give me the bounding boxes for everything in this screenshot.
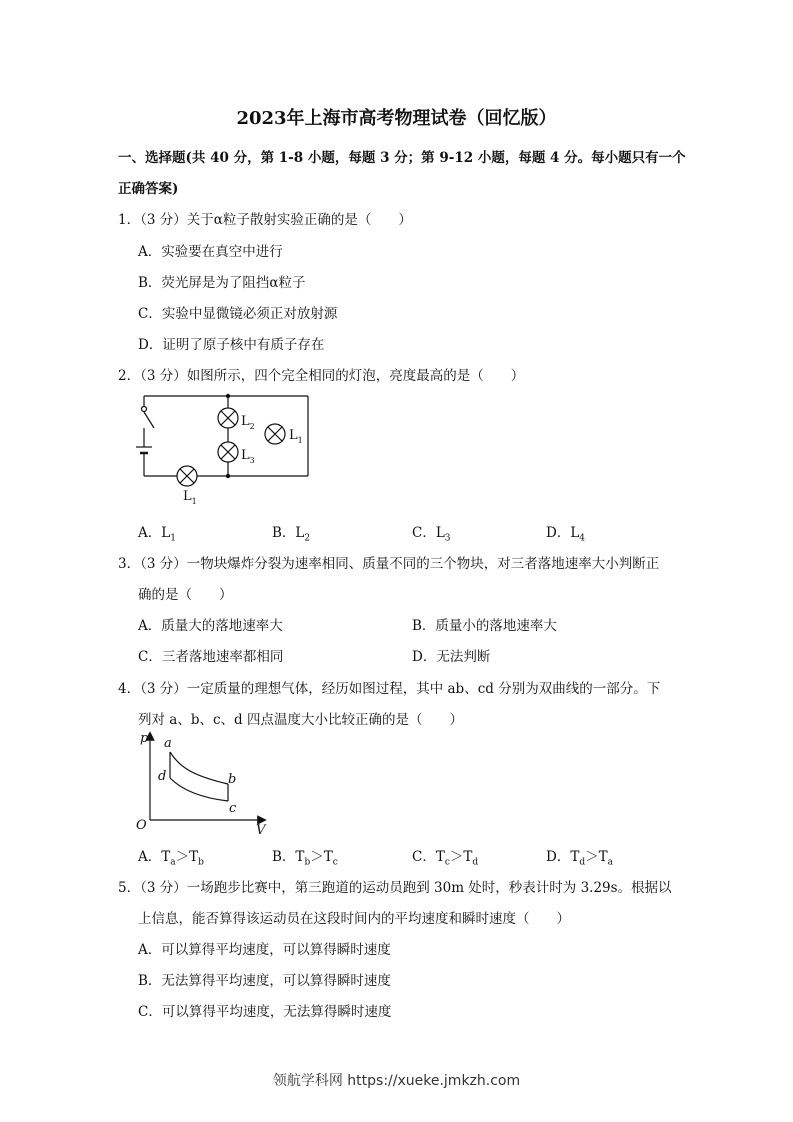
- label-l4: $L_1$: [289, 428, 303, 445]
- q2-option-a: A．$L_1$: [138, 525, 176, 544]
- q3-option-a: A．质量大的落地速率大: [138, 618, 283, 634]
- q1-option-d: D．证明了原子核中有质子存在: [138, 337, 325, 353]
- lamp-l3-icon: [218, 442, 238, 462]
- q4-option-c: C．$T_c>T_d$: [412, 849, 479, 868]
- q5-stem-line2: 上信息，能否算得该运动员在这段时间内的平均速度和瞬时速度（ ）: [138, 911, 570, 927]
- axis-v-label: V: [256, 823, 266, 836]
- point-d-label: d: [158, 769, 167, 784]
- q3-stem-line1: 3．（3 分）一物块爆炸分裂为速率相同、质量不同的三个物块，对三者落地速率大小判断正: [118, 556, 660, 572]
- q3-option-c: C．三者落地速率都相同: [138, 649, 284, 665]
- q2-option-c: C．$L_3$: [412, 525, 451, 544]
- lamp-l1-icon: [177, 466, 197, 486]
- page-title: 2023年上海市高考物理试卷（回忆版）: [236, 108, 557, 129]
- q4-option-d: D．$T_d>T_a$: [546, 849, 613, 868]
- q4-pv-diagram: [132, 728, 272, 836]
- label-l3: $L_3$: [241, 448, 255, 465]
- label-l1: $L_1$: [183, 489, 197, 506]
- lamp-l4-icon: [265, 424, 285, 444]
- q4-stem-line1: 4．（3 分）一定质量的理想气体，经历如图过程，其中 ab、cd 分别为双曲线的一部分。下: [118, 681, 661, 697]
- q2-stem: 2．（3 分）如图所示，四个完全相同的灯泡，亮度最高的是（ ）: [118, 368, 525, 384]
- q3-option-d: D．无法判断: [412, 649, 491, 665]
- lamp-l2-icon: [218, 408, 238, 428]
- origin-label: O: [136, 818, 147, 833]
- q4-option-b: B．$T_b>T_c$: [272, 849, 338, 868]
- q5-option-a: A．可以算得平均速度，可以算得瞬时速度: [138, 942, 391, 958]
- label-l2: $L_2$: [241, 414, 255, 431]
- q2-circuit-diagram: [132, 392, 322, 506]
- point-b-label: b: [228, 772, 237, 787]
- q2-option-d: D．$L_4$: [546, 525, 586, 544]
- q5-stem-line1: 5．（3 分）一场跑步比赛中，第三跑道的运动员跑到 30m 处时，秒表计时为 3.29s。根据以: [118, 880, 672, 896]
- q1-stem: 1．（3 分）关于α粒子散射实验正确的是（ ）: [118, 212, 412, 228]
- q5-option-b: B．无法算得平均速度，可以算得瞬时速度: [138, 973, 391, 989]
- q2-option-b: B．$L_2$: [272, 525, 311, 544]
- axis-p-label: p: [140, 731, 149, 746]
- q4-option-a: A．$T_a>T_b$: [138, 849, 204, 868]
- q3-option-b: B．质量小的落地速率大: [412, 618, 557, 634]
- footer-watermark: 领航学科网 https://xueke.jmkzh.com: [272, 1073, 521, 1089]
- q4-stem-line2: 列对 a、b、c、d 四点温度大小比较正确的是（ ）: [138, 712, 463, 728]
- section-heading-line2: 正确答案): [118, 181, 179, 197]
- q1-option-c: C．实验中显微镜必须正对放射源: [138, 306, 338, 322]
- point-a-label: a: [164, 736, 172, 751]
- q1-option-b: B．荧光屏是为了阻挡α粒子: [138, 275, 306, 291]
- point-c-label: c: [229, 801, 237, 816]
- q1-option-a: A．实验要在真空中进行: [138, 244, 283, 260]
- section-heading-line1: 一、选择题(共 40 分，第 1-8 小题，每题 3 分；第 9-12 小题，每题 4 分。每小题只有一个: [118, 150, 686, 166]
- q3-stem-line2: 确的是（ ）: [138, 587, 233, 603]
- q5-option-c: C．可以算得平均速度，无法算得瞬时速度: [138, 1004, 392, 1020]
